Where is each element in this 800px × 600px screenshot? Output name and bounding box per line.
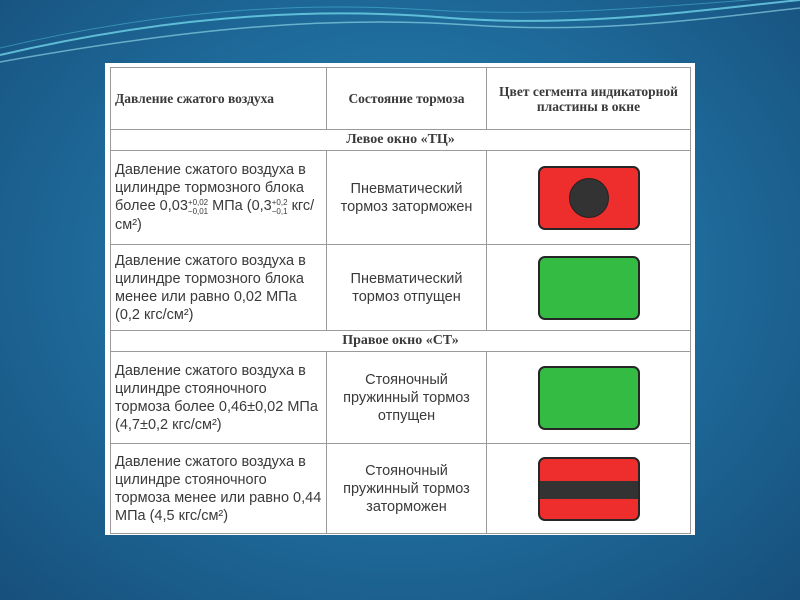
state-cell: Стояночный пружинный тормоз отпущен — [327, 352, 487, 444]
section-row — [111, 130, 691, 151]
state-cell: Пневматический тормоз заторможен — [327, 151, 487, 245]
section-title-left-window: Левое окно «ТЦ» — [111, 130, 691, 151]
green-plate-icon — [538, 366, 640, 430]
state-cell: Пневматический тормоз отпущен — [327, 245, 487, 331]
state-cell: Стояночный пружинный тормоз заторможен — [327, 444, 487, 534]
table-row — [111, 444, 691, 534]
table-sheet — [105, 63, 695, 535]
tolerance: +0,02 −0,01 — [187, 197, 209, 216]
black-band-icon — [540, 481, 638, 499]
table-row — [111, 151, 691, 245]
condition-cell — [111, 151, 327, 245]
header-state: Состояние тормоза — [327, 68, 487, 130]
indicator-cell — [487, 444, 691, 534]
black-circle-icon — [569, 178, 609, 218]
red-plate-with-circle-icon — [538, 166, 640, 230]
table-header-row — [111, 68, 691, 130]
green-plate-icon — [538, 256, 640, 320]
condition-text: Давление сжатого воздуха в цилиндре тормозного блока более 0,03 — [115, 162, 306, 215]
section-row — [111, 331, 691, 352]
condition-cell: Давление сжатого воздуха в цилиндре стояночного тормоза более 0,46±0,02 МПа (4,7±0,2 кгс/см²) — [111, 352, 327, 444]
brake-indicator-table — [110, 67, 691, 534]
indicator-cell — [487, 352, 691, 444]
header-pressure: Давление сжатого воздуха — [111, 68, 327, 130]
table-row — [111, 245, 691, 331]
condition-text-end: кгс/см²) — [115, 198, 315, 233]
indicator-cell — [487, 151, 691, 245]
condition-text-mid: МПа (0,3 — [208, 198, 272, 215]
condition-cell: Давление сжатого воздуха в цилиндре тормозного блока менее или равно 0,02 МПа (0,2 кгс/см²) — [111, 245, 327, 331]
decorative-wave — [0, 0, 800, 70]
condition-cell: Давление сжатого воздуха в цилиндре стояночного тормоза менее или равно 0,44 МПа (4,5 кгс/см²) — [111, 444, 327, 534]
red-plate-with-band-icon — [538, 457, 640, 521]
tolerance-2: +0,2 −0,1 — [271, 197, 288, 216]
section-title-right-window: Правое окно «СТ» — [111, 331, 691, 352]
header-color: Цвет сегмента индикаторной пластины в окне — [487, 68, 691, 130]
table-row — [111, 352, 691, 444]
indicator-cell — [487, 245, 691, 331]
